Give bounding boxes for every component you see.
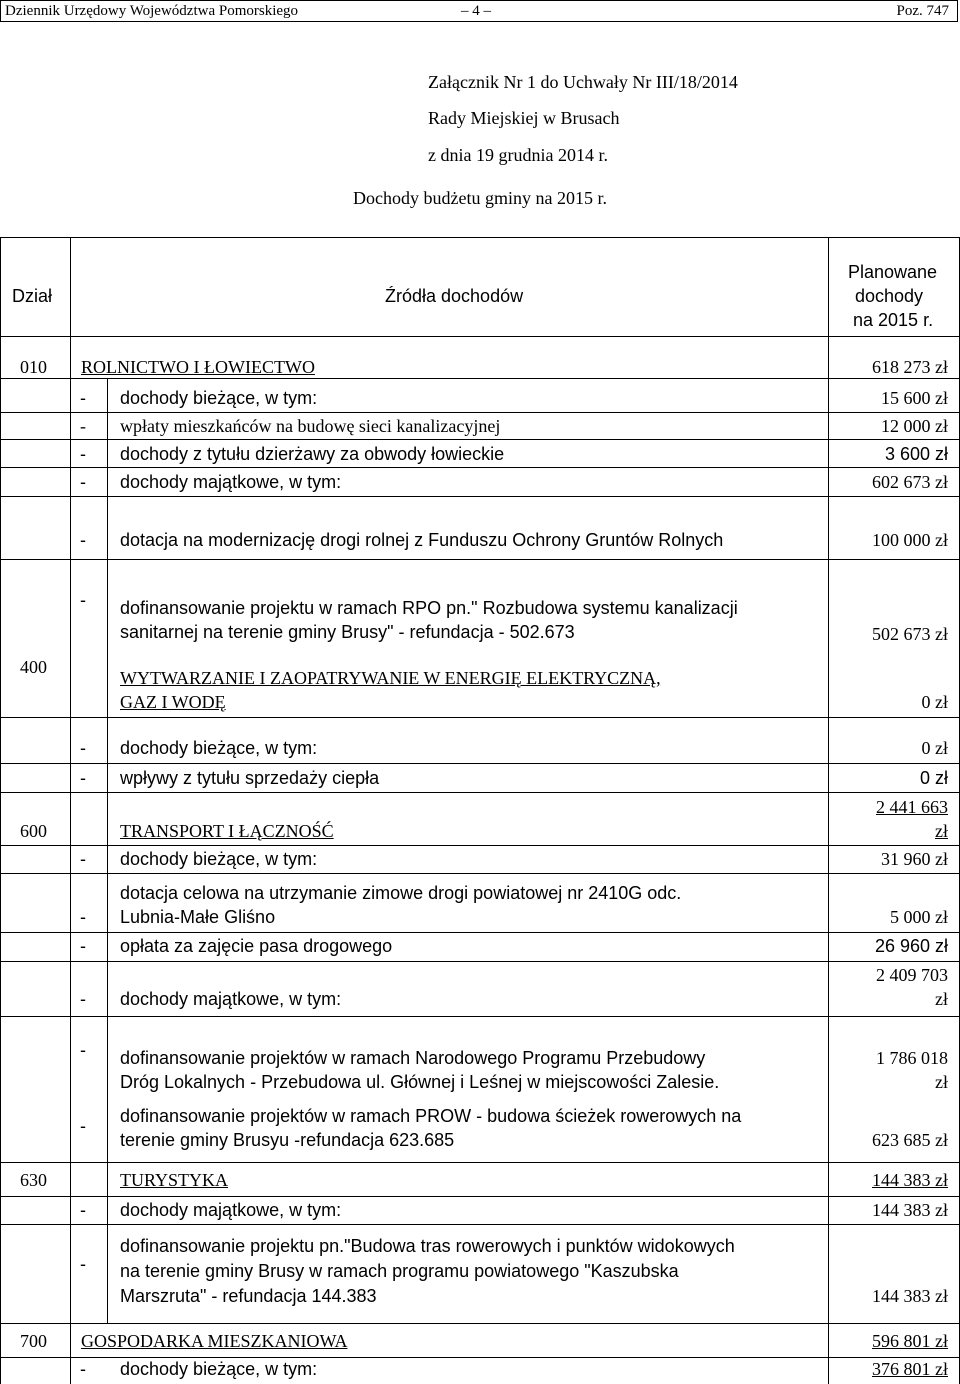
row-text: dochody bieżące, w tym: bbox=[120, 738, 318, 758]
position-number: Poz. 747 bbox=[896, 3, 949, 19]
section-code: 400 bbox=[20, 657, 47, 677]
row-amount: 31 960 zł bbox=[881, 849, 948, 869]
row-text-line-2: na terenie gminy Brusy w ramach programu powiatowego "Kaszubska bbox=[120, 1261, 679, 1281]
row-amount-line-1: 2 409 703 bbox=[876, 965, 948, 985]
row-text: dotacja na modernizację drogi rolnej z Funduszu Ochrony Gruntów Rolnych bbox=[120, 530, 724, 550]
dash: - bbox=[80, 1040, 86, 1060]
row-amount: 15 600 zł bbox=[881, 388, 948, 408]
row-amount: 623 685 zł bbox=[872, 1130, 948, 1150]
row-text: dochody majątkowe, w tym: bbox=[120, 472, 342, 492]
dash: - bbox=[80, 1200, 86, 1220]
section-name-line-1: WYTWARZANIE I ZAOPATRYWANIE W ENERGIĘ ELEKTRYCZNĄ, bbox=[120, 668, 661, 688]
column-header-planowane-1: Planowane bbox=[848, 262, 938, 282]
column-header-planowane-2: dochody bbox=[855, 286, 924, 306]
section-name: GOSPODARKA MIESZKANIOWA bbox=[81, 1331, 348, 1351]
dash: - bbox=[80, 1116, 86, 1136]
row-amount-line-1: 1 786 018 bbox=[876, 1048, 948, 1068]
annex-line-2: Rady Miejskiej w Brusach bbox=[428, 108, 620, 128]
dash: - bbox=[80, 530, 86, 550]
row-amount: 100 000 zł bbox=[872, 530, 948, 550]
dash: - bbox=[80, 1359, 86, 1379]
dash: - bbox=[80, 989, 86, 1009]
dash: - bbox=[80, 416, 86, 436]
section-name-line-2: GAZ I WODĘ bbox=[120, 692, 226, 712]
section-amount-line-1: 2 441 663 bbox=[876, 797, 948, 817]
row-text-line-1: dotacja celowa na utrzymanie zimowe drogi powiatowej nr 2410G odc. bbox=[120, 883, 682, 903]
row-amount-line-2: zł bbox=[935, 1072, 948, 1092]
row-text-line-2: Dróg Lokalnych - Przebudowa ul. Głównej i Leśnej w miejscowości Zalesie. bbox=[120, 1072, 720, 1092]
row-text: dochody majątkowe, w tym: bbox=[120, 1200, 342, 1220]
row-text: wpłaty mieszkańców na budowę sieci kanalizacyjnej bbox=[120, 416, 501, 436]
document-title: Dochody budżetu gminy na 2015 r. bbox=[353, 188, 607, 208]
dash: - bbox=[80, 849, 86, 869]
section-code: 600 bbox=[20, 821, 47, 841]
column-header-dzial: Dział bbox=[12, 286, 53, 306]
section-name: TURYSTYKA bbox=[120, 1170, 229, 1190]
section-code: 010 bbox=[20, 357, 47, 377]
row-amount: 144 383 zł bbox=[872, 1286, 948, 1306]
journal-name: Dziennik Urzędowy Województwa Pomorskiego bbox=[5, 3, 299, 19]
row-text-line-1: dofinansowanie projektu pn."Budowa tras rowerowych i punktów widokowych bbox=[120, 1236, 735, 1256]
row-text: wpływy z tytułu sprzedaży ciepła bbox=[120, 768, 380, 788]
row-amount: 3 600 zł bbox=[884, 444, 948, 464]
row-text-line-3: Marszruta" - refundacja 144.383 bbox=[120, 1286, 377, 1306]
row-amount: 502 673 zł bbox=[872, 624, 948, 644]
row-text-line-2: Lubnia-Małe Gliśno bbox=[120, 907, 276, 927]
section-amount: 618 273 zł bbox=[872, 357, 948, 377]
dash: - bbox=[80, 738, 86, 758]
section-amount: 144 383 zł bbox=[872, 1170, 948, 1190]
page-number: – 4 – bbox=[461, 3, 491, 19]
row-text: dochody bieżące, w tym: bbox=[120, 388, 318, 408]
row-text-line-2: sanitarnej na terenie gminy Brusy" - refundacja - 502.673 bbox=[120, 622, 575, 642]
row-amount-line-2: zł bbox=[935, 989, 948, 1009]
row-text-line-1: dofinansowanie projektów w ramach Narodowego Programu Przebudowy bbox=[120, 1048, 706, 1068]
row-text-line-1: dofinansowanie projektów w ramach PROW - budowa ścieżek rowerowych na bbox=[120, 1106, 742, 1126]
dash: - bbox=[80, 444, 86, 464]
row-text-line-2: terenie gminy Brusyu -refundacja 623.685 bbox=[120, 1130, 455, 1150]
row-amount: 12 000 zł bbox=[881, 416, 948, 436]
row-amount: 0 zł bbox=[919, 768, 948, 788]
row-text-line-1: dofinansowanie projektu w ramach RPO pn." Rozbudowa systemu kanalizacji bbox=[120, 598, 738, 618]
section-name: ROLNICTWO I ŁOWIECTWO bbox=[81, 357, 315, 377]
column-header-planowane-3: na 2015 r. bbox=[853, 310, 934, 330]
row-amount: 0 zł bbox=[921, 738, 948, 758]
dash: - bbox=[80, 907, 86, 927]
dash: - bbox=[80, 472, 86, 492]
row-text: opłata za zajęcie pasa drogowego bbox=[120, 936, 393, 956]
row-amount: 26 960 zł bbox=[874, 936, 948, 956]
dash: - bbox=[80, 590, 86, 610]
dash: - bbox=[80, 936, 86, 956]
row-text: dochody bieżące, w tym: bbox=[120, 849, 318, 869]
page-header bbox=[0, 0, 958, 22]
section-amount-line-2: zł bbox=[935, 821, 948, 841]
dash: - bbox=[80, 388, 86, 408]
annex-line-1: Załącznik Nr 1 do Uchwały Nr III/18/2014 bbox=[428, 72, 738, 92]
annex-line-3: z dnia 19 grudnia 2014 r. bbox=[428, 145, 608, 165]
dash: - bbox=[80, 768, 86, 788]
section-amount: 0 zł bbox=[921, 692, 948, 712]
row-amount: 144 383 zł bbox=[872, 1200, 948, 1220]
row-text: dochody z tytułu dzierżawy za obwody łowieckie bbox=[120, 444, 505, 464]
row-amount: 602 673 zł bbox=[872, 472, 948, 492]
section-name: TRANSPORT I ŁĄCZNOŚĆ bbox=[120, 821, 334, 841]
row-amount: 5 000 zł bbox=[890, 907, 948, 927]
column-header-zrodla: Źródła dochodów bbox=[385, 286, 524, 306]
row-text: dochody majątkowe, w tym: bbox=[120, 989, 342, 1009]
dash: - bbox=[80, 1254, 86, 1274]
row-text: dochody bieżące, w tym: bbox=[120, 1359, 318, 1379]
row-amount: 376 801 zł bbox=[872, 1359, 948, 1379]
section-code: 700 bbox=[20, 1331, 47, 1351]
section-code: 630 bbox=[20, 1170, 47, 1190]
section-amount: 596 801 zł bbox=[872, 1331, 948, 1351]
